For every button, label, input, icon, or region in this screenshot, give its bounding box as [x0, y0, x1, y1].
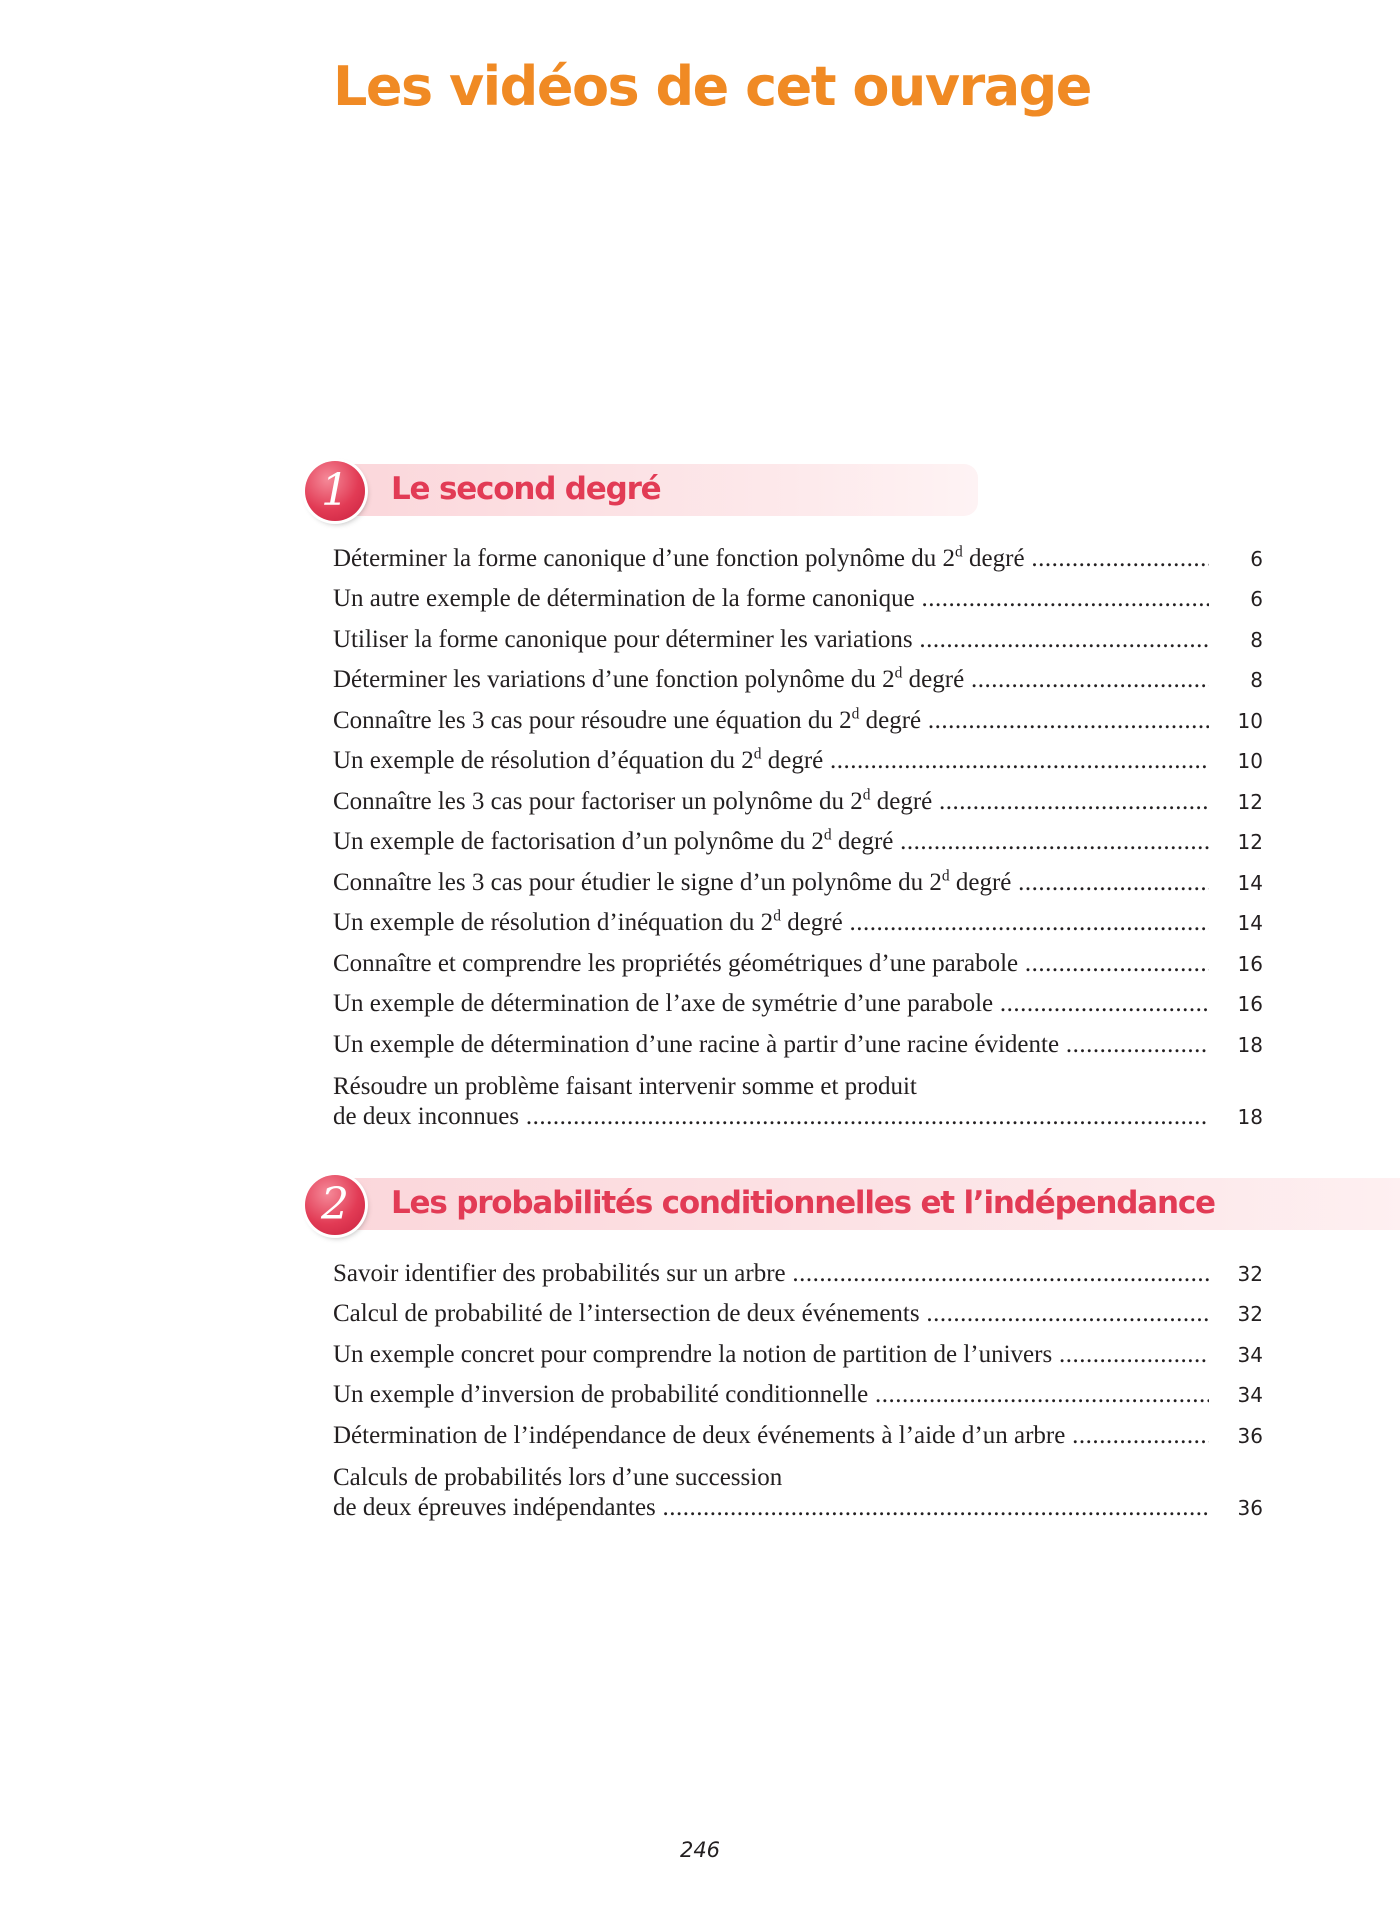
entry-title: Un exemple de détermination de l’axe de symétrie d’une parabole [333, 990, 994, 1017]
entry-title: Détermination de l’indépendance de deux événements à l’aide d’un arbre [333, 1421, 1066, 1449]
entry-page-number: 36 [1237, 1423, 1263, 1448]
entry-page-number: 32 [1237, 1302, 1263, 1326]
entry-page-number: 18 [1237, 1104, 1263, 1129]
entry-page-number: 14 [1237, 911, 1263, 935]
entry-title-end: degré [761, 747, 824, 774]
entry-title: de deux inconnues [333, 1102, 520, 1130]
entry-title-end: degré [949, 868, 1012, 896]
entry-superscript: d [955, 543, 963, 561]
entry-title: Un exemple de factorisation d’un polynôme du 2 [333, 828, 824, 855]
entry-title-line-1: Résoudre un problème faisant intervenir somme et produit [333, 1072, 917, 1100]
entry-title: Un exemple de détermination d’une racine à partir d’une racine évidente [333, 1030, 1060, 1058]
toc-entry[interactable] [333, 1251, 1263, 1292]
entry-title: Déterminer les variations d’une fonction polynôme du 2 [333, 666, 895, 693]
entry-title: Un exemple concret pour comprendre la notion de partition de l’univers [333, 1340, 1053, 1368]
entry-page-number: 6 [1250, 587, 1263, 611]
entry-superscript: d [773, 908, 781, 925]
entry-title: Un exemple de résolution d’équation du 2 [333, 747, 754, 774]
chapter-1-video-list [333, 536, 1263, 1135]
toc-entry[interactable] [333, 1373, 1263, 1414]
entry-title: de deux épreuves indépendantes [333, 1493, 656, 1521]
entry-page-number: 34 [1237, 1383, 1263, 1407]
entry-title: Déterminer la forme canonique d’une fonction polynôme du 2 [333, 544, 956, 572]
entry-title: Connaître les 3 cas pour factoriser un polynôme du 2 [333, 787, 863, 815]
toc-entry[interactable] [333, 1292, 1263, 1333]
toc-entry[interactable] [333, 536, 1263, 577]
entry-superscript: d [894, 665, 903, 682]
toc-entry[interactable] [333, 617, 1263, 658]
chapter-2-video-list [333, 1251, 1263, 1526]
toc-entry[interactable] [333, 982, 1263, 1023]
entry-page-number: 34 [1237, 1342, 1263, 1367]
page-title: Les vidéos de cet ouvrage [333, 55, 1091, 118]
entry-page-number: 8 [1250, 627, 1263, 652]
toc-entry[interactable] [333, 779, 1263, 820]
entry-page-number: 18 [1237, 1032, 1263, 1057]
entry-page-number: 14 [1237, 870, 1263, 895]
entry-superscript: d [941, 867, 950, 885]
entry-title: Savoir identifier des probabilités sur un arbre [333, 1259, 786, 1287]
toc-entry[interactable] [333, 1332, 1263, 1373]
page-number: 246 [679, 1838, 721, 1862]
toc-entry[interactable] [333, 577, 1263, 618]
toc-entry[interactable] [333, 1413, 1263, 1454]
entry-page-number: 16 [1237, 992, 1263, 1016]
chapter-2-number-badge: 2 [305, 1175, 365, 1235]
entry-title-line-1: Calculs de probabilités lors d’une succession [333, 1463, 783, 1491]
chapter-1-number-badge: 1 [305, 461, 365, 521]
entry-title-end: degré [780, 909, 843, 936]
entry-title: Un autre exemple de détermination de la forme canonique [333, 585, 915, 612]
entry-page-number: 36 [1237, 1495, 1263, 1520]
entry-title: Utiliser la forme canonique pour déterminer les variations [333, 625, 913, 653]
chapter-1-title: Le second degré [391, 471, 661, 507]
entry-title: Connaître les 3 cas pour résoudre une équation du 2 [333, 706, 852, 734]
toc-entry[interactable] [333, 901, 1263, 942]
toc-entry[interactable] [333, 941, 1263, 982]
entry-page-number: 10 [1237, 749, 1263, 773]
toc-entry[interactable] [333, 698, 1263, 739]
toc-entry[interactable] [333, 739, 1263, 780]
entry-superscript: d [862, 786, 871, 804]
toc-entry[interactable] [333, 860, 1263, 901]
entry-title: Calcul de probabilité de l’intersection de deux événements [333, 1300, 920, 1327]
entry-title-end: degré [962, 544, 1025, 572]
entry-page-number: 8 [1250, 668, 1263, 692]
entry-page-number: 12 [1237, 789, 1263, 814]
entry-title-end: degré [902, 666, 965, 693]
entry-superscript: d [823, 827, 832, 844]
entry-title-end: degré [859, 706, 922, 734]
toc-entry[interactable] [333, 820, 1263, 861]
entry-title-end: degré [870, 787, 933, 815]
entry-title: Connaître et comprendre les propriétés géométriques d’une parabole [333, 949, 1019, 977]
entry-title: Un exemple de résolution d’inéquation du 2 [333, 909, 774, 936]
entry-superscript: d [851, 705, 860, 723]
entry-title: Connaître les 3 cas pour étudier le signe d’un polynôme du 2 [333, 868, 942, 896]
entry-page-number: 6 [1250, 546, 1263, 571]
entry-page-number: 12 [1237, 830, 1263, 854]
chapter-2-title: Les probabilités conditionnelles et l’indépendance [391, 1185, 1215, 1221]
toc-entry[interactable] [333, 1022, 1263, 1063]
toc-entry[interactable] [333, 1063, 1263, 1135]
entry-page-number: 16 [1237, 951, 1263, 976]
toc-entry[interactable] [333, 1454, 1263, 1526]
toc-entry[interactable] [333, 658, 1263, 699]
entry-page-number: 32 [1237, 1261, 1263, 1286]
entry-title-end: degré [831, 828, 894, 855]
entry-superscript: d [753, 746, 762, 763]
entry-page-number: 10 [1237, 708, 1263, 733]
entry-title: Un exemple d’inversion de probabilité conditionnelle [333, 1381, 869, 1408]
